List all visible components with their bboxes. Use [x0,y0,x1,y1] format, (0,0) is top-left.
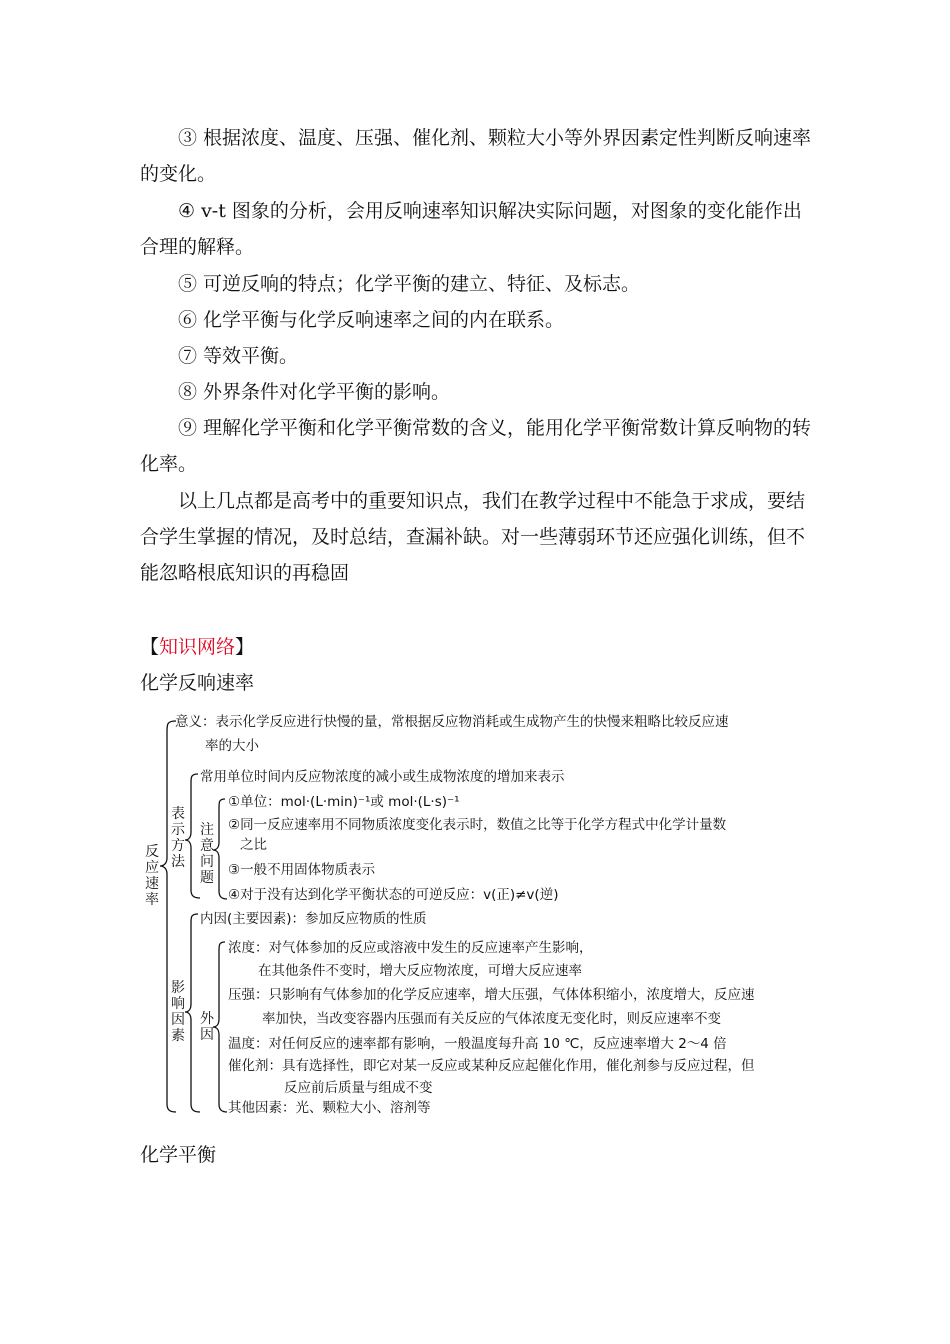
paragraph-summary: 以上几点都是高考中的重要知识点，我们在教学过程中不能急于求成，要结合学生掌握的情况，及时总结，查漏补缺。对一些薄弱环节还应强化训练，但不能忽略根底知识的再稳固 [140,490,806,584]
bracket-left: 【 [140,636,160,658]
concentration-line-2: 在其他条件不变时，增大反应物浓度，可增大反应速率 [258,963,582,979]
section-title: 知识网络 [159,636,236,658]
paragraph-6: ⑥ 化学平衡与化学反响速率之间的内在联系。 [178,309,565,331]
expression-common: 常用单位时间内反应物浓度的减小或生成物浓度的增加来表示 [200,769,565,785]
other-factors: 其他因素：光、颗粒大小、溶剂等 [228,1100,431,1116]
paragraph-9: ⑨ 理解化学平衡和化学平衡常数的含义，能用化学平衡常数计算反响物的转化率。 [140,417,812,475]
pressure-line-1: 压强：只影响有气体参加的化学反应速率，增大压强，气体体积缩小，浓度增大，反应速 [228,987,755,1003]
factors-label: 影响因素 [171,980,185,1044]
root-label: 反应速率 [145,844,159,908]
subheading-equilibrium: 化学平衡 [140,1144,217,1166]
paragraph-5: ⑤ 可逆反响的特点；化学平衡的建立、特征、及标志。 [178,273,641,295]
note-4: ④对于没有达到化学平衡状态的可逆反应：v(正)≠v(逆) [228,887,559,903]
expression-label: 表示方法 [171,806,185,870]
paragraph-7: ⑦ 等效平衡。 [178,345,299,367]
note-2-line-1: ②同一反应速率用不同物质浓度变化表示时，数值之比等于化学方程式中化学计量数 [228,817,727,833]
note-3: ③一般不用固体物质表示 [228,862,376,878]
notes-brace [213,799,227,899]
pressure-line-2: 率加快，当改变容器内压强而有关反应的气体浓度无变化时，则反应速率不变 [262,1011,721,1027]
catalyst-line-2: 反应前后质量与组成不变 [284,1080,433,1096]
notes-label: 注意问题 [200,822,214,886]
external-label: 外因 [200,1011,214,1043]
bracket-right: 】 [235,636,255,658]
temperature-line: 温度：对任何反应的速率都有影响，一般温度每升高 10 ℃，反应速率增大 2～4 倍 [228,1036,727,1052]
internal-factor: 内因(主要因素)：参加反应物质的性质 [200,911,427,927]
meaning-line-1: 意义：表示化学反应进行快慢的量，常根据反应物消耗或生成物产生的快慢来粗略比较反应速 [175,714,729,730]
factors-brace [185,914,200,1112]
catalyst-line-1: 催化剂：具有选择性，即它对某一反应或某种反应起催化作用，催化剂参与反应过程，但 [228,1058,755,1074]
subheading-reaction-rate: 化学反响速率 [140,672,255,694]
paragraph-3: ③ 根据浓度、温度、压强、催化剂、颗粒大小等外界因素定性判断反响速率的变化。 [140,127,812,185]
external-brace [213,942,227,1112]
paragraph-8: ⑧ 外界条件对化学平衡的影响。 [178,381,451,403]
concentration-line-1: 浓度：对气体参加的反应或溶液中发生的反应速率产生影响， [228,940,593,956]
note-2-line-2: 之比 [240,837,267,853]
expression-brace [185,774,200,898]
root-brace [160,721,176,1112]
meaning-line-2: 率的大小 [205,738,259,754]
note-1: ①单位：mol·(L·min)⁻¹或 mol·(L·s)⁻¹ [228,794,460,810]
paragraph-4: ④ v-t 图象的分析，会用反响速率知识解决实际问题，对图象的变化能作出合理的解释。 [140,200,802,258]
